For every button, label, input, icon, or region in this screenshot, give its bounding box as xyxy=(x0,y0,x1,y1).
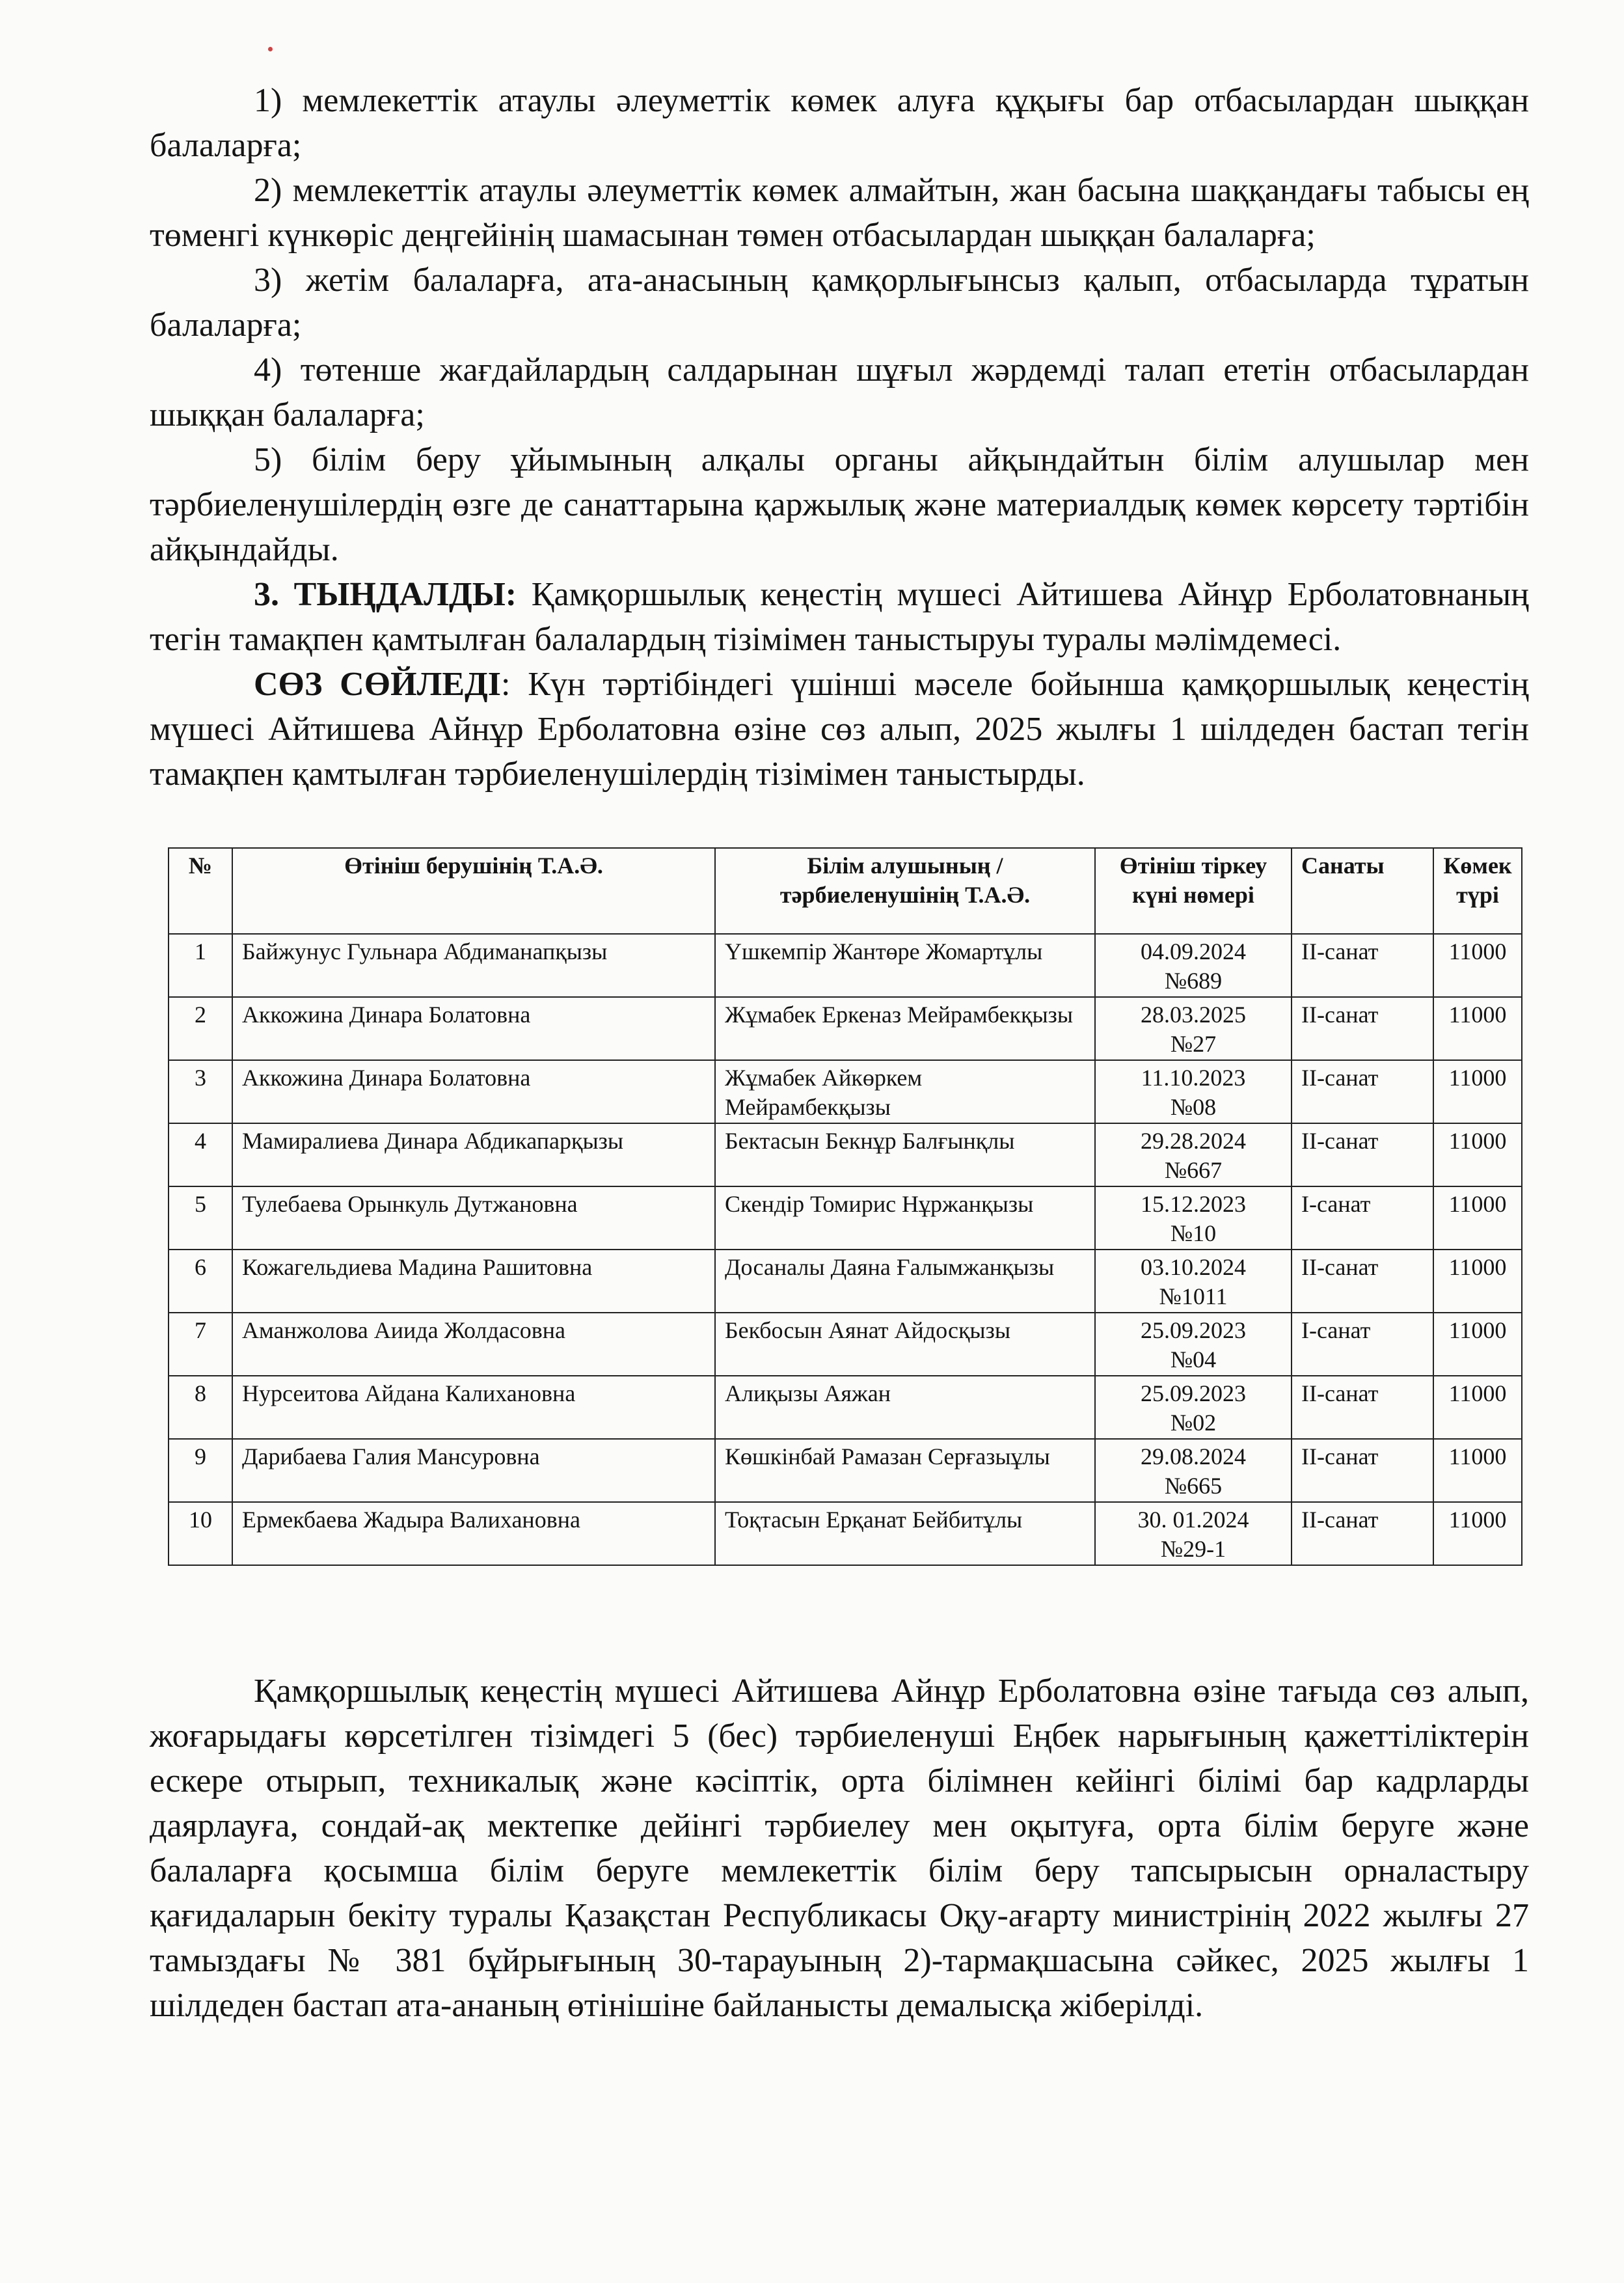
header-category: Санаты xyxy=(1292,848,1433,934)
table-row xyxy=(169,1502,1522,1565)
registration-cell xyxy=(1095,1502,1292,1565)
registration-cell xyxy=(1095,1250,1292,1313)
registration-number: №08 xyxy=(1170,1094,1217,1120)
spoke-label: СӨЗ СӨЙЛЕДІ xyxy=(254,666,502,703)
header-reg: Өтініш тіркеу күні нөмері xyxy=(1095,848,1292,934)
category-cell: ІІ-санат xyxy=(1292,1502,1433,1565)
applicant-name-cell: Дарибаева Галия Мансуровна xyxy=(232,1439,715,1502)
row-number-cell: 4 xyxy=(169,1123,232,1186)
student-name-cell: Досаналы Даяна Ғалымжанқызы xyxy=(715,1250,1095,1313)
list-item-2: 2) мемлекеттік атаулы әлеуметтік көмек алмайтын, жан басына шаққандағы табысы ең төменгі күнкөріс деңгейінің шамасынан төмен отбасылардан шыққан балаларға; xyxy=(150,172,1529,254)
student-name-cell: Жұмабек Айкөркем Мейрамбекқызы xyxy=(715,1060,1095,1123)
registration-cell xyxy=(1095,934,1292,997)
registration-cell xyxy=(1095,1123,1292,1186)
table-row xyxy=(169,997,1522,1060)
category-cell: ІІ-санат xyxy=(1292,1060,1433,1123)
registration-cell xyxy=(1095,1439,1292,1502)
row-number-cell: 3 xyxy=(169,1060,232,1123)
registration-date: 03.10.2024 xyxy=(1141,1254,1246,1280)
table-row xyxy=(169,1250,1522,1313)
applicant-name-cell: Аккожина Динара Болатовна xyxy=(232,1060,715,1123)
row-number-cell: 2 xyxy=(169,997,232,1060)
registration-date: 25.09.2023 xyxy=(1141,1317,1246,1343)
heard-text: Қамқоршылық кеңестің мүшесі Айтишева Айнұр Ерболатовнаның тегін тамақпен қамтылған балалардың тізімімен таныстыруы туралы мәлімдемесі. xyxy=(150,576,1529,658)
registration-number: №689 xyxy=(1164,968,1223,994)
applicant-name-cell: Ермекбаева Жадыра Валихановна xyxy=(232,1502,715,1565)
registration-number: №27 xyxy=(1170,1031,1217,1057)
applicant-name-cell: Аккожина Динара Болатовна xyxy=(232,997,715,1060)
aid-amount-cell: 11000 xyxy=(1433,1060,1522,1123)
registration-number: №04 xyxy=(1170,1347,1217,1373)
header-applicant: Өтініш берушінің Т.А.Ә. xyxy=(232,848,715,934)
registration-cell xyxy=(1095,1313,1292,1376)
row-number-cell: 7 xyxy=(169,1313,232,1376)
category-cell: ІІ-санат xyxy=(1292,997,1433,1060)
list-item-5: 5) білім беру ұйымының алқалы органы айқындайтын білім алушылар мен тәрбиеленушілердің өзге де санаттарына қаржылық және материалдық көмек көрсету тәртібін айқындайды. xyxy=(150,441,1529,568)
registration-date: 25.09.2023 xyxy=(1141,1380,1246,1406)
registration-cell xyxy=(1095,1376,1292,1439)
aid-amount-cell: 11000 xyxy=(1433,934,1522,997)
applicant-name-cell: Мамиралиева Динара Абдикапарқызы xyxy=(232,1123,715,1186)
table-row xyxy=(169,1313,1522,1376)
spoke-paragraph xyxy=(150,662,1529,797)
student-name-cell: Алиқызы Аяжан xyxy=(715,1376,1095,1439)
aid-amount-cell: 11000 xyxy=(1433,1439,1522,1502)
table-row xyxy=(169,1439,1522,1502)
aid-amount-cell: 11000 xyxy=(1433,1123,1522,1186)
registration-number: №29-1 xyxy=(1160,1536,1226,1562)
row-number-cell: 10 xyxy=(169,1502,232,1565)
header-student: Білім алушының / тәрбиеленушінің Т.А.Ә. xyxy=(715,848,1095,934)
registration-date: 29.28.2024 xyxy=(1141,1128,1246,1154)
spoke-text: : Күн тәртібіндегі үшінші мәселе бойынша қамқоршылық кеңестің мүшесі Айтишева Айнұр Ерболатовна өзіне сөз алып, 2025 жылғы 1 шілдеден бастап тегін тамақпен қамтылған тәрбиеленушілердің тізімімен таныстырды. xyxy=(150,666,1529,793)
aid-amount-cell: 11000 xyxy=(1433,997,1522,1060)
student-name-cell: Үшкемпір Жантөре Жомартұлы xyxy=(715,934,1095,997)
table-row xyxy=(169,1376,1522,1439)
category-cell: ІІ-санат xyxy=(1292,1123,1433,1186)
registration-number: №02 xyxy=(1170,1410,1217,1436)
category-cell: ІІ-санат xyxy=(1292,1439,1433,1502)
header-num: № xyxy=(169,848,232,934)
registration-cell xyxy=(1095,1060,1292,1123)
table-row xyxy=(169,1186,1522,1250)
ink-dot xyxy=(268,47,273,51)
list-item-4: 4) төтенше жағдайлардың салдарынан шұғыл жәрдемді талап ететін отбасылардан шыққан балаларға; xyxy=(150,351,1529,433)
registration-number: №665 xyxy=(1164,1473,1223,1499)
registration-date: 28.03.2025 xyxy=(1141,1002,1246,1028)
student-name-cell: Скендір Томирис Нұржанқызы xyxy=(715,1186,1095,1250)
row-number-cell: 6 xyxy=(169,1250,232,1313)
heard-paragraph xyxy=(150,572,1529,662)
aid-amount-cell: 11000 xyxy=(1433,1250,1522,1313)
category-cell: І-санат xyxy=(1292,1313,1433,1376)
applicant-name-cell: Тулебаева Орынкуль Дутжановна xyxy=(232,1186,715,1250)
aid-amount-cell: 11000 xyxy=(1433,1186,1522,1250)
row-number-cell: 1 xyxy=(169,934,232,997)
category-cell: І-санат xyxy=(1292,1186,1433,1250)
registration-date: 15.12.2023 xyxy=(1141,1191,1246,1217)
registration-date: 29.08.2024 xyxy=(1141,1443,1246,1470)
category-cell: ІІ-санат xyxy=(1292,934,1433,997)
registration-cell xyxy=(1095,997,1292,1060)
registration-number: №1011 xyxy=(1159,1283,1228,1309)
table-header-row xyxy=(169,848,1522,934)
student-name-cell: Бектасын Бекнұр Балғынқлы xyxy=(715,1123,1095,1186)
heard-label: 3. ТЫҢДАЛДЫ: xyxy=(254,576,517,613)
list-item-1: 1) мемлекеттік атаулы әлеуметтік көмек алуға құқығы бар отбасылардан шыққан балаларға; xyxy=(150,82,1529,164)
aid-amount-cell: 11000 xyxy=(1433,1313,1522,1376)
children-table xyxy=(168,847,1522,1566)
category-cell: ІІ-санат xyxy=(1292,1376,1433,1439)
applicant-name-cell: Кожагельдиева Мадина Рашитовна xyxy=(232,1250,715,1313)
registration-number: №10 xyxy=(1170,1220,1217,1246)
table-row xyxy=(169,1123,1522,1186)
registration-date: 30. 01.2024 xyxy=(1137,1507,1249,1533)
registration-cell xyxy=(1095,1186,1292,1250)
student-name-cell: Бекбосын Аянат Айдосқызы xyxy=(715,1313,1095,1376)
applicant-name-cell: Байжунус Гульнара Абдиманапқызы xyxy=(232,934,715,997)
row-number-cell: 8 xyxy=(169,1376,232,1439)
registration-date: 11.10.2023 xyxy=(1141,1065,1246,1091)
registration-number: №667 xyxy=(1164,1157,1223,1183)
category-cell: ІІ-санат xyxy=(1292,1250,1433,1313)
table-row xyxy=(169,934,1522,997)
header-aid: Көмек түрі xyxy=(1433,848,1522,934)
aid-amount-cell: 11000 xyxy=(1433,1376,1522,1439)
aid-amount-cell: 11000 xyxy=(1433,1502,1522,1565)
applicant-name-cell: Аманжолова Аиида Жолдасовна xyxy=(232,1313,715,1376)
student-name-cell: Көшкінбай Рамазан Серғазыұлы xyxy=(715,1439,1095,1502)
row-number-cell: 9 xyxy=(169,1439,232,1502)
table-row xyxy=(169,1060,1522,1123)
applicant-name-cell: Нурсеитова Айдана Калихановна xyxy=(232,1376,715,1439)
registration-date: 04.09.2024 xyxy=(1141,938,1246,964)
student-name-cell: Жұмабек Еркеназ Мейрамбекқызы xyxy=(715,997,1095,1060)
row-number-cell: 5 xyxy=(169,1186,232,1250)
student-name-cell: Тоқтасын Ерқанат Бейбитұлы xyxy=(715,1502,1095,1565)
document-page xyxy=(150,78,1529,2028)
closing-paragraph: Қамқоршылық кеңестің мүшесі Айтишева Айнұр Ерболатовна өзіне тағыда сөз алып, жоғарыдағы көрсетілген тізімдегі 5 (бес) тәрбиеленуші Еңбек нарығының қажеттіліктерін ескере отырып, техникалық және кәсіптік, орта білімнен кейінгі білімі бар кадрларды даярлауға, сондай-ақ мектепке дейінгі тәрбиелеу мен оқытуға, орта білім беруге және балаларға қосымша білім беруге мемлекеттік білім беру тапсырысын орналастыру қағидаларын бекіту туралы Қазақстан Республикасы Оқу-ағарту министрінің 2022 жылғы 27 тамыздағы № 381 бұйрығының 30-тарауының 2)-тармақшасына сәйкес, 2025 жылғы 1 шілдеден бастап ата-ананың өтінішіне байланысты демалысқа жіберілді. xyxy=(150,1673,1529,2024)
list-item-3: 3) жетім балаларға, ата-анасының қамқорлығынсыз қалып, отбасыларда тұратын балаларға; xyxy=(150,262,1529,344)
